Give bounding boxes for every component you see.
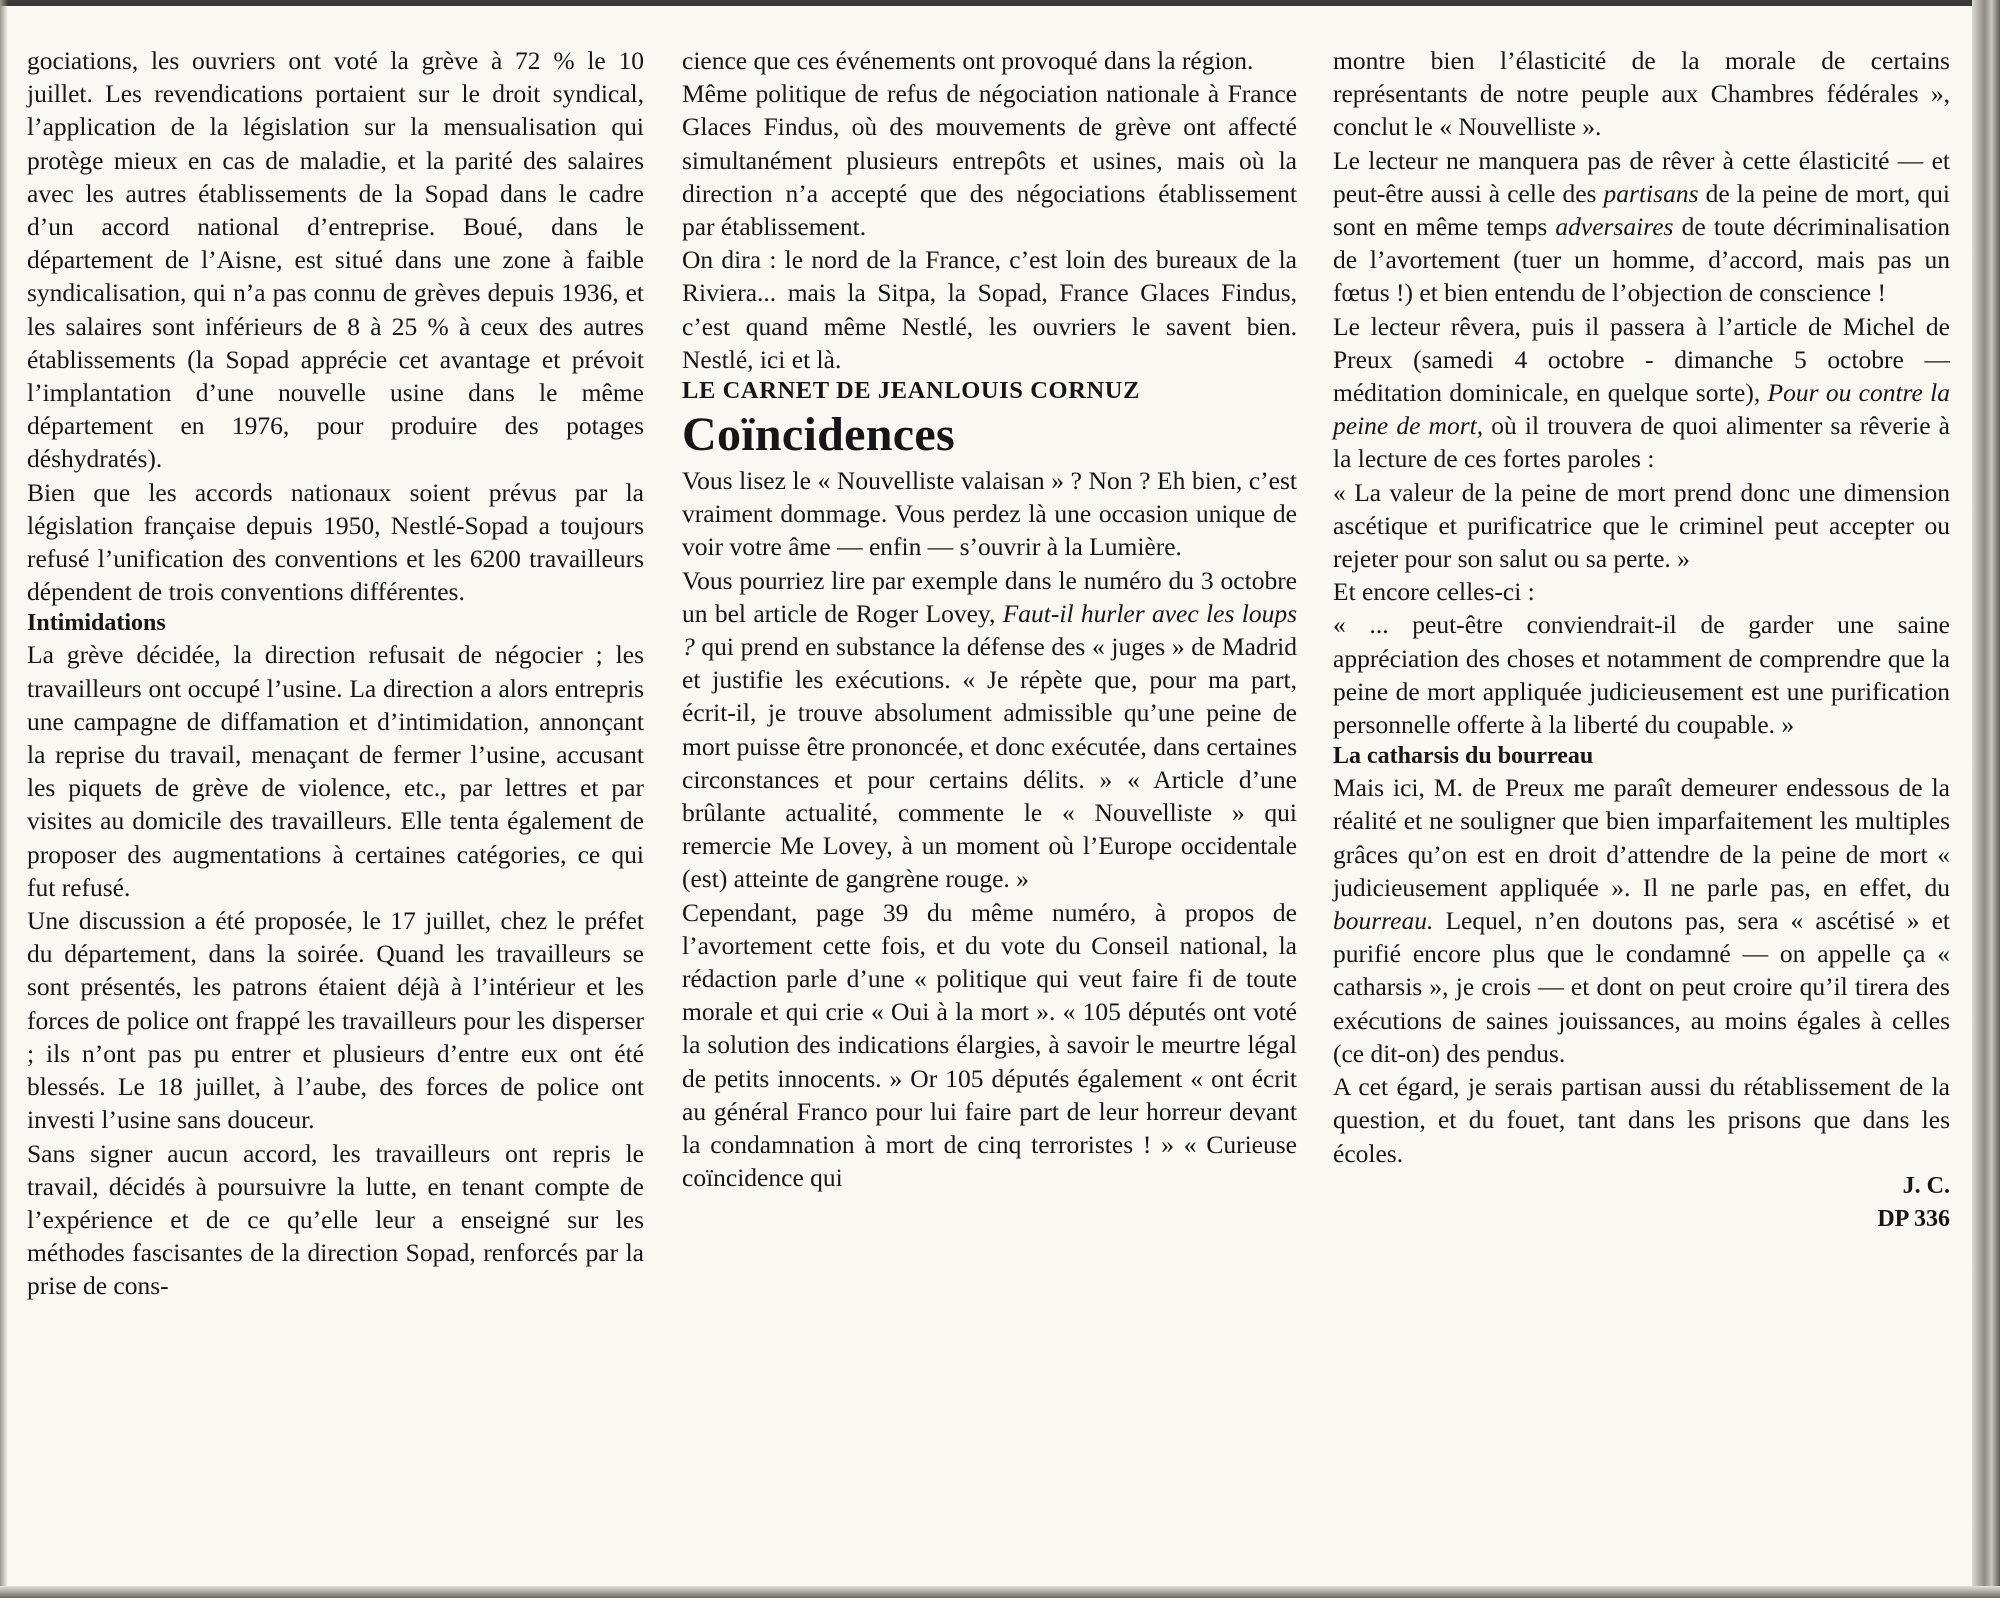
page-binding-edge: [1972, 0, 2000, 1598]
text-run: où il trouvera de quoi alimenter sa rêverie à la lecture de ces fortes paroles :: [1333, 411, 1950, 474]
emphasis: partisans: [1603, 178, 1699, 208]
paragraph: On dira : le nord de la France, c’est loin des bureaux de la Riviera... mais la Sitpa, la Sopad, France Glaces Findus, c’est quand même Nestlé, les ouvriers le savent bien. Nestlé, ici et là.: [682, 245, 1297, 374]
section-subhead: La catharsis du bourreau: [1333, 743, 1594, 770]
paragraph: Une discussion a été proposée, le 17 juillet, chez le préfet du département, dans la soirée. Quand les travailleurs se sont présentés, les patrons étaient déjà à l’intérieur et les forces de police ont frappé les travailleurs pour les disperser ; ils n’ont pas pu entrer et plusieurs d’entre eux ont été blessés. Le 18 juillet, à l’aube, des forces de police ont investi l’usine sans douceur.: [27, 906, 644, 1135]
article-headline: Coïncidences: [682, 408, 955, 462]
page-gutter-shadow: [0, 0, 8, 1598]
text-run: qui prend en substance la défense des « juges » de Madrid et justifie les exécutions. « Je répète que, pour ma part, écrit-il, je trouve absolument admissible qu’une peine de mort puisse être prononcée, et donc exécutée, dans certaines circonstances et pour certains délits. » « Article d’une brûlante actualité, commente le « Nouvelliste » qui remercie Me Lovey, à un moment où l’Europe occidentale (est) atteinte de gangrène rouge. »: [682, 632, 1297, 894]
column-right: [1333, 44, 1950, 1236]
paragraph: [1333, 144, 1950, 310]
paragraph: Vous lisez le « Nouvelliste valaisan » ? Non ? Eh bien, c’est vraiment dommage. Vous perdez là une occasion unique de voir votre âme — enfin — s’ouvrir à la Lumière.: [682, 466, 1297, 562]
paragraph: Bien que les accords nationaux soient prévus par la législation française depuis 1950, Nestlé-Sopad a toujours refusé l’unification des conventions et les 6200 travailleurs dépendent de trois conventions différentes.: [27, 477, 644, 607]
column-left: [27, 44, 644, 1303]
issue-reference: DP 336: [1877, 1205, 1950, 1232]
text-run: Mais ici, M. de Preux me paraît demeurer endessous de la réalité et ne souligner que bien imparfaitement les multiples grâces qu’on est en droit d’attendre de la peine de mort « judicieusement appliquée ». Il ne parle pas, en effet, du: [1333, 773, 1950, 902]
paragraph: A cet égard, je serais partisan aussi du rétablissement de la question, et du fouet, tant dans les prisons que dans les écoles.: [1333, 1072, 1950, 1168]
column-middle: [682, 44, 1297, 1195]
author-signature: J. C.: [1902, 1172, 1950, 1199]
paragraph: Et encore celles-ci :: [1333, 577, 1535, 607]
paragraph: [682, 564, 1297, 896]
paragraph: Sans signer aucun accord, les travailleurs ont repris le travail, décidés à poursuivre la lutte, en tenant compte de l’expérience et de ce qu’elle leur a enseigné sur les méthodes fascisantes de la direction Sopad, renforcés par la prise de cons-: [27, 1138, 644, 1301]
section-subhead: Intimidations: [27, 610, 166, 637]
paragraph: gociations, les ouvriers ont voté la grève à 72 % le 10 juillet. Les revendications portaient sur le droit syndical, l’application de la législation sur la mensualisation qui protège mieux en cas de maladie, et la parité des salaires avec les autres établissements de la Sopad dans le cadre d’un accord national d’entreprise. Boué, dans le département de l’Aisne, est situé dans une zone à faible syndicalisation, qui n’a pas connu de grèves depuis 1936, et les salaires sont inférieurs de 8 à 25 % à ceux des autres établissements (la Sopad apprécie cet avantage et prévoit l’implantation d’une nouvelle usine dans le même département en 1976, pour produire des potages déshydratés).: [27, 46, 644, 474]
paragraph: cience que ces événements ont provoqué dans la région.: [682, 46, 1254, 75]
paragraph: La grève décidée, la direction refusait de négocier ; les travailleurs ont occupé l’usine. La direction a alors entrepris une campagne de diffamation et d’intimidation, annonçant la reprise du travail, menaçant de fermer l’usine, accusant les piquets de grève de violence, etc., par lettres et par visites au domicile des travailleurs. Elle tenta également de proposer des augmentations à certaines catégories, ce qui fut refusé.: [27, 640, 644, 902]
page-bottom-edge: [0, 1586, 2000, 1598]
cited-article-title: Faut-il hurler avec les loups ?: [682, 598, 1297, 662]
paragraph: Même politique de refus de négociation nationale à France Glaces Findus, où des mouvements de grève ont affecté simultanément plusieurs entrepôts et usines, mais où la direction n’a accepté que des négociations établissement par établissement.: [682, 79, 1297, 242]
paragraph: Cependant, page 39 du même numéro, à propos de l’avortement cette fois, et du vote du Conseil national, la rédaction parle d’une « politique qui veut faire fi de toute morale et qui crie « Oui à la mort ». « 105 députés ont voté la solution des indications élargies, à savoir le meurtre légal de petits innocents. » Or 105 députés également « ont écrit au général Franco pour lui faire part de leur horreur devant la condamnation à mort de cinq terroristes ! » « Curieuse coïncidence qui: [682, 897, 1297, 1193]
text-run: Le lecteur ne manquera pas de rêver à cette élasticité — et peut-être aussi à celle des: [1333, 145, 1950, 208]
column-kicker: LE CARNET DE JEANLOUIS CORNUZ: [682, 377, 1141, 405]
emphasis: adversaires: [1555, 212, 1674, 242]
text-run: de toute décriminalisation de l’avortement (tuer un homme, d’accord, mais pas un fœtus !) et bien entendu de l’objection de conscience !: [1333, 212, 1950, 308]
text-run: Le lecteur rêvera, puis il passera à l’article de Michel de Preux (samedi 4 octobre - dimanche 5 octobre — méditation dominicale, en quelque sorte),: [1333, 311, 1950, 408]
quotation: « ... peut-être conviendrait-il de garder une saine appréciation des choses et notamment de comprendre que la peine de mort appliquée judicieusement est une purification personnelle offerte à la liberté du coupable. »: [1333, 610, 1950, 740]
quotation: « La valeur de la peine de mort prend donc une dimension ascétique et purificatrice que le criminel peut accepter ou rejeter pour son salut ou sa perte. »: [1333, 477, 1950, 574]
text-run: de la peine de mort, qui sont en même temps: [1333, 178, 1950, 242]
paragraph: [1333, 771, 1950, 1070]
paragraph: [1333, 310, 1950, 476]
paragraph: montre bien l’élasticité de la morale de certains représentants de notre peuple aux Chambres fédérales », conclut le « Nouvelliste ».: [1333, 46, 1950, 142]
top-rule: [0, 0, 2000, 6]
text-run: Lequel, n’en doutons pas, sera « ascétisé » et purifié encore plus que le condamné — on appelle ça « catharsis », je crois — et dont on peut croire qu’il tirera des exécutions de saines jouissances, au moins égales à celles (ce dit-on) des pendus.: [1333, 906, 1950, 1068]
cited-article-title: Pour ou contre la peine de mort,: [1333, 378, 1950, 441]
text-run: Vous pourriez lire par exemple dans le numéro du 3 octobre un bel article de Roger Lovey,: [682, 565, 1297, 628]
emphasis: bourreau.: [1333, 906, 1434, 936]
